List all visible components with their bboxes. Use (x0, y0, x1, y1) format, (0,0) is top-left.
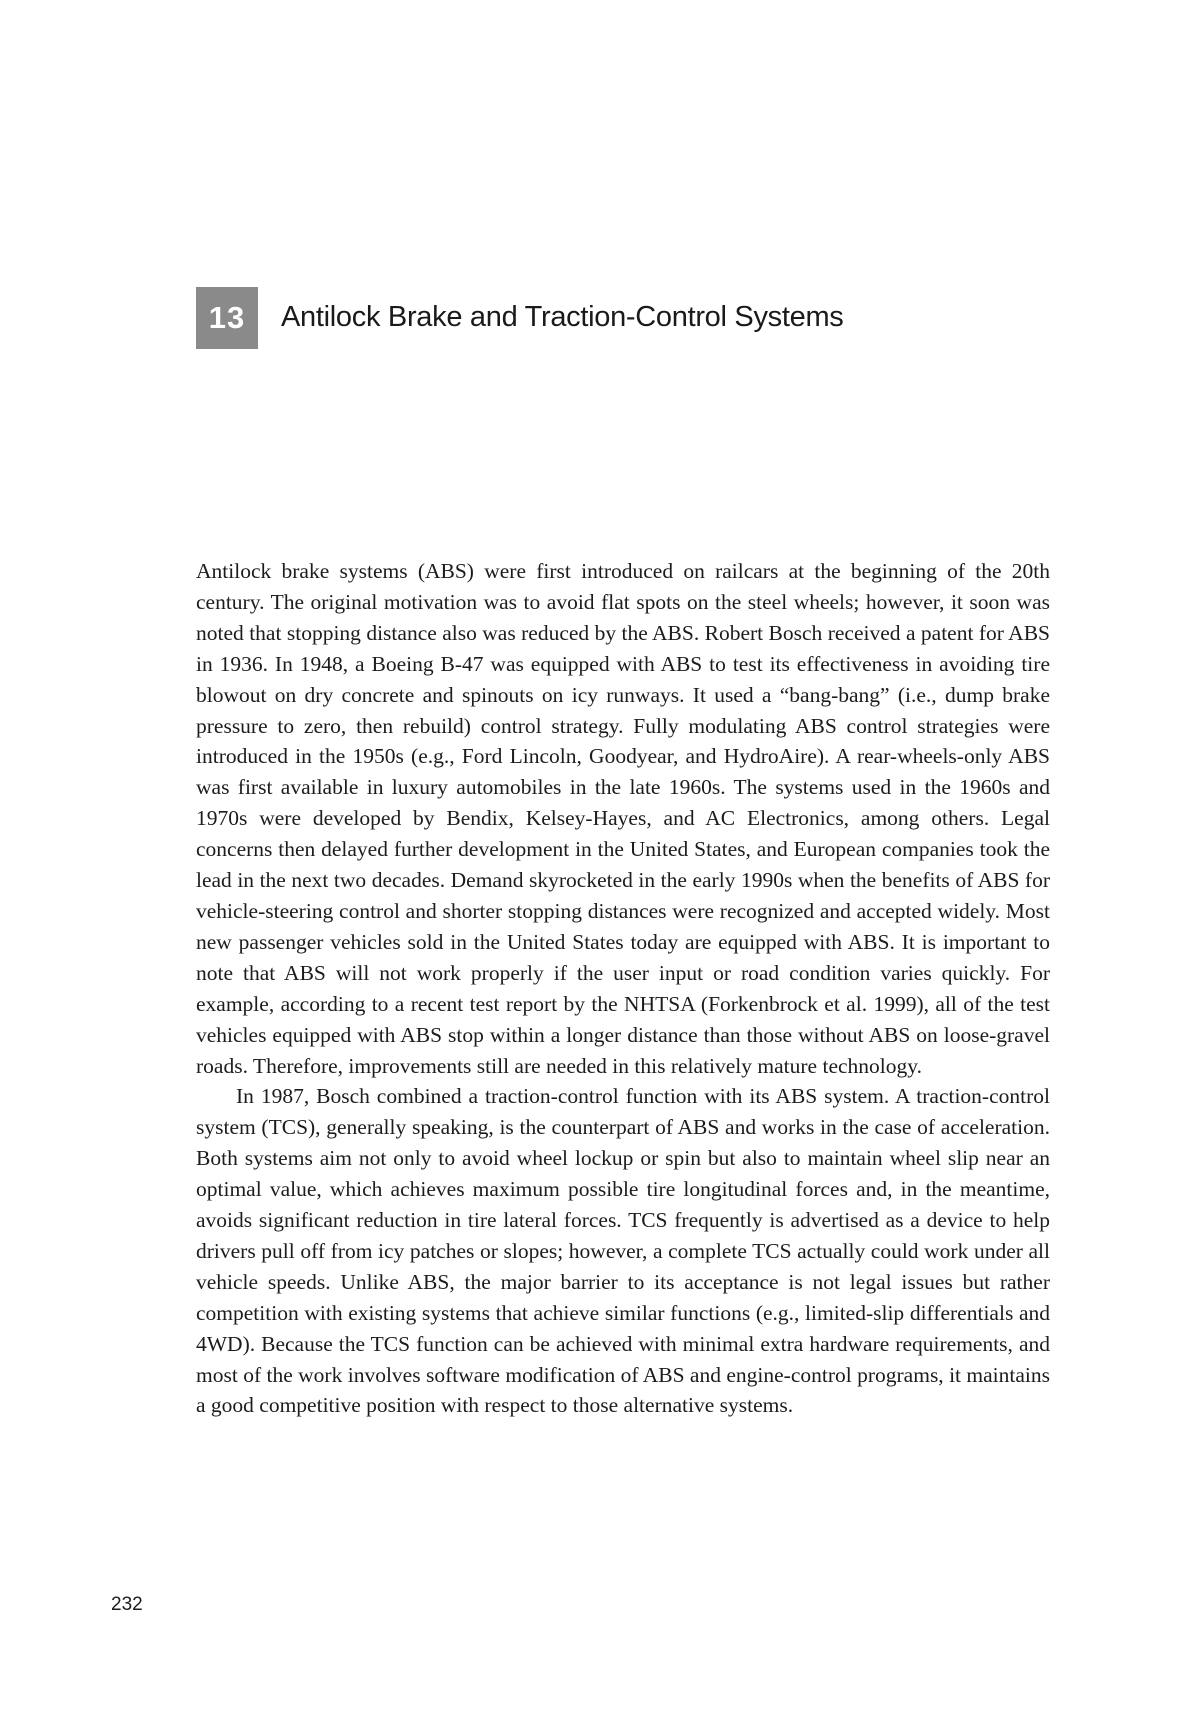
paragraph-tcs: In 1987, Bosch combined a traction-control function with its ABS system. A traction-control system (TCS), generally speaking, is the counterpart of ABS and works in the case of acceleration. Both systems aim not only to avoid wheel lockup or spin but also to maintain wheel slip near an optimal value, which achieves maximum possible tire longitudinal forces and, in the meantime, avoids significant reduction in tire lateral forces. TCS frequently is advertised as a device to help drivers pull off from icy patches or slopes; however, a complete TCS actually could work under all vehicle speeds. Unlike ABS, the major barrier to its acceptance is not legal issues but rather competition with existing systems that achieve similar functions (e.g., limited-slip differentials and 4WD). Because the TCS function can be achieved with minimal extra hardware requirements, and most of the work involves software modification of ABS and engine-control programs, it maintains a good competitive position with respect to those alternative systems. (196, 1084, 1050, 1418)
chapter-title: Antilock Brake and Traction-Control Systems (281, 301, 844, 333)
page-number: 232 (111, 1594, 143, 1615)
body-text (196, 556, 1050, 1421)
paragraph-abs-history: Antilock brake systems (ABS) were first introduced on railcars at the beginning of the 20th century. The original motivation was to avoid flat spots on the steel wheels; however, it soon was noted that stopping distance also was reduced by the ABS. Robert Bosch received a patent for ABS in 1936. In 1948, a Boeing B-47 was equipped with ABS to test its effectiveness in avoiding tire blowout on dry concrete and spinouts on icy runways. It used a “bang-bang” (i.e., dump brake pressure to zero, then rebuild) control strategy. Fully modulating ABS control strategies were introduced in the 1950s (e.g., Ford Lincoln, Goodyear, and HydroAire). A rear-wheels-only ABS was first available in luxury automobiles in the late 1960s. The systems used in the 1960s and 1970s were developed by Bendix, Kelsey-Hayes, and AC Electronics, among others. Legal concerns then delayed further development in the United States, and European companies took the lead in the next two decades. Demand skyrocketed in the early 1990s when the benefits of ABS for vehicle-steering control and shorter stopping distances were recognized and accepted widely. Most new passenger vehicles sold in the United States today are equipped with ABS. It is important to note that ABS will not work properly if the user input or road condition varies quickly. For example, according to a recent test report by the NHTSA (Forkenbrock et al. 1999), all of the test vehicles equipped with ABS stop within a longer distance than those without ABS on loose-gravel roads. Therefore, improvements still are needed in this relatively mature technology. (196, 559, 1050, 1078)
chapter-number-badge: 13 (196, 287, 258, 349)
